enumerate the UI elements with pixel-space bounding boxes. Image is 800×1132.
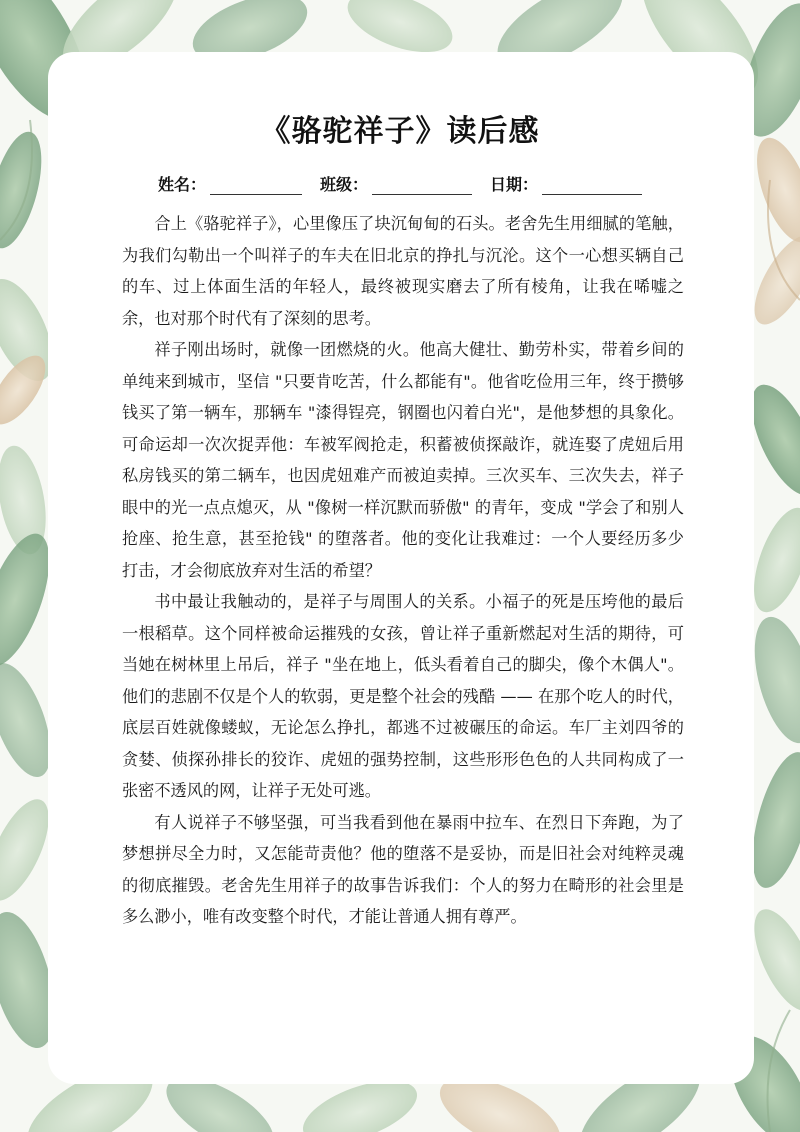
paragraph: 合上《骆驼祥子》，心里像压了块沉甸甸的石头。老舍先生用细腻的笔触，为我们勾勒出一个叫祥子的车夫在旧北京的挣扎与沉沦。这个一心想买辆自己的车、过上体面生活的年轻人，最终被现实磨去了所有棱角，让我在唏嘘之余，也对那个时代有了深刻的思考。 <box>122 214 684 328</box>
date-blank[interactable] <box>542 176 642 195</box>
page-title: 《骆驼祥子》读后感 <box>260 114 540 149</box>
class-blank[interactable] <box>372 176 472 195</box>
date-label: 日期： <box>490 175 539 194</box>
essay-body <box>122 208 684 933</box>
name-field[interactable] <box>158 172 302 195</box>
paragraph: 有人说祥子不够坚强，可当我看到他在暴雨中拉车、在烈日下奔跑，为了梦想拼尽全力时，又怎能苛责他？他的堕落不是妥协，而是旧社会对纯粹灵魂的彻底摧毁。老舍先生用祥子的故事告诉我们：个人的努力在畸形的社会里是多么渺小，唯有改变整个时代，才能让普通人拥有尊严。 <box>122 812 684 926</box>
class-label: 班级： <box>319 175 368 194</box>
class-field[interactable] <box>320 172 472 195</box>
paragraph: 书中最让我触动的，是祥子与周围人的关系。小福子的死是压垮他的最后一根稻草。这个同样被命运摧残的女孩，曾让祥子重新燃起对生活的期待，可当她在树林里上吊后，祥子 "坐在地上，低头看着自己的脚尖，像个木偶人"。他们的悲剧不仅是个人的软弱，更是整个社会的残酷 —— 在那个吃人的时代，底层百姓就像蝼蚁，无论怎么挣扎，都逃不过被碾压的命运。车厂主刘四爷的贪婪、侦探孙排长的狡诈、虎妞的强势控制，这些形形色色的人共同构成了一张密不透风的网，让祥子无处可逃。 <box>122 592 684 800</box>
name-blank[interactable] <box>210 176 302 195</box>
student-info-row <box>0 172 800 195</box>
date-field[interactable] <box>490 172 642 195</box>
name-label: 姓名： <box>157 175 206 194</box>
paragraph: 祥子刚出场时，就像一团燃烧的火。他高大健壮、勤劳朴实，带着乡间的单纯来到城市，坚信 "只要肯吃苦，什么都能有"。他省吃俭用三年，终于攒够钱买了第一辆车，那辆车 "漆得锃亮，钢圈也闪着白光"，是他梦想的具象化。可命运却一次次捉弄他：车被军阀抢走，积蓄被侦探敲诈，就连娶了虎妞后用私房钱买的第二辆车，也因虎妞难产而被迫卖掉。三次买车、三次失去，祥子眼中的光一点点熄灭，从 "像树一样沉默而骄傲" 的青年，变成 "学会了和别人抢座、抢生意，甚至抢钱" 的堕落者。他的变化让我难过：一个人要经历多少打击，才会彻底放弃对生活的希望？ <box>122 340 684 580</box>
